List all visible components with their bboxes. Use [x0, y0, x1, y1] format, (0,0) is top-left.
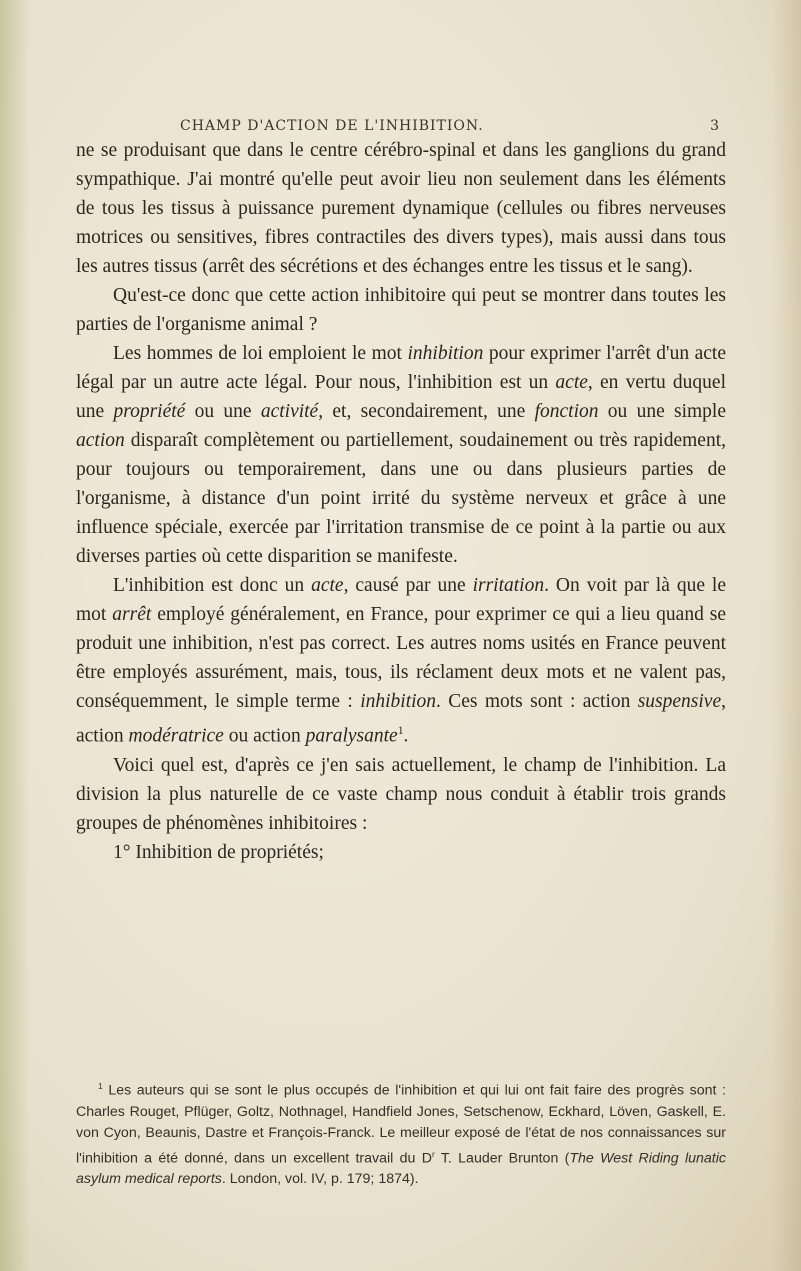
paragraph-1: ne se produisant que dans le centre cérébro-spinal et dans les ganglions du grand sympathique. J'ai montré qu'elle peut avoir lieu non seulement dans les éléments de tous les tissus à puissance purement dynamique (cellules ou fibres nerveuses motrices ou sensitives, fibres contractiles des divers types), mais aussi dans tous les autres tissus (arrêt des sécrétions et des échanges entre les tissus et le sang).	[76, 140, 726, 277]
page-number: 3	[710, 118, 720, 134]
text-run: , en vertu duquel une	[76, 372, 727, 422]
paragraph-3	[76, 339, 726, 571]
italic-term: fonction	[534, 401, 599, 422]
text-run: Les hommes de loi emploient le mot	[113, 343, 408, 364]
italic-term: acte	[311, 575, 344, 596]
paragraph-4	[76, 571, 726, 751]
italic-term: inhibition	[360, 691, 437, 712]
text-run: ou une simple	[598, 401, 727, 422]
page-edge-shadow-left	[0, 0, 30, 1271]
italic-term: suspensive	[637, 691, 722, 712]
italic-term: arrêt	[112, 604, 152, 625]
italic-term: irritation	[472, 575, 545, 596]
italic-term: acte	[555, 372, 588, 393]
journal-title: The West Riding lunatic asylum medical reports	[76, 1150, 726, 1188]
footnote-text: T. Lauder Brunton (	[434, 1150, 570, 1167]
running-title: CHAMP D'ACTION DE L'INHIBITION.	[180, 118, 484, 134]
page-edge-shadow-right	[771, 0, 801, 1271]
text-run: ou action	[223, 725, 306, 747]
text-run: . Ces mots sont : action	[436, 691, 638, 712]
italic-term: inhibition	[407, 343, 484, 364]
text-run: .	[403, 725, 409, 747]
footnote-1	[76, 1076, 726, 1190]
text-run: L'inhibition est donc un	[113, 575, 312, 596]
text-run: , action	[76, 691, 726, 747]
superscript-r: r	[431, 1148, 435, 1159]
main-text	[76, 136, 726, 867]
text-run: . On voit par là que le mot	[76, 575, 726, 625]
paragraph-2: Qu'est-ce donc que cette action inhibitoire qui peut se montrer dans toutes les parties de l'organisme animal ?	[76, 285, 726, 335]
footnote-text: Les auteurs qui se sont le plus occupés de l'inhibition et qui lui ont fait faire des progrès sont : Charles Rouget, Pflüger, Goltz, Nothnagel, Handfield Jones, Setschenow, Eckhard, Löven, Gaskell, E. von Cyon, Beaunis, Dastre et François-Franck. Le meilleur exposé de l'état de nos connaissances sur l'inhibition a été donné, dans un excellent travail du D	[76, 1082, 726, 1167]
text-run: employé généralement, en France, pour exprimer ce qui a lieu quand se produit une inhibition, n'est pas correct. Les autres noms usités en France peuvent être employés assurément, mais, tous, ils réclament deux mots et ne valent pas, conséquemment, le simple terme :	[76, 604, 726, 712]
text-run: pour exprimer l'arrêt d'un acte légal par un autre acte légal. Pour nous, l'inhibition est un	[76, 343, 727, 393]
footnote-marker: 1	[397, 724, 404, 737]
footnotes	[76, 1076, 726, 1190]
footnote-text: . London, vol. IV, p. 179; 1874).	[221, 1171, 419, 1188]
italic-term: paralysante	[305, 725, 398, 747]
text-run: disparaît complètement ou partiellement, soudainement ou très rapidement, pour toujours ou temporairement, dans une ou dans plusieurs parties de l'organisme, à distance d'un point irrité du système nerveux et grâce à une influence spéciale, exercée par l'irritation transmise de ce point à la partie ou aux diverses parties où cette disparition se manifeste.	[76, 430, 726, 567]
text-run: , causé par une	[343, 575, 473, 596]
italic-term: action	[76, 430, 125, 451]
italic-term: activité	[260, 401, 319, 422]
text-run: ou une	[185, 401, 261, 422]
italic-term: modératrice	[128, 725, 224, 747]
footnote-number: 1	[98, 1081, 103, 1091]
text-run: , et, secondairement, une	[318, 401, 535, 422]
paragraph-5: Voici quel est, d'après ce j'en sais actuellement, le champ de l'inhibition. La division la plus naturelle de ce vaste champ nous conduit à établir trois grands groupes de phénomènes inhibitoires :	[76, 754, 726, 834]
italic-term: propriété	[113, 401, 186, 422]
paragraph-6: 1° Inhibition de propriétés;	[113, 841, 324, 863]
